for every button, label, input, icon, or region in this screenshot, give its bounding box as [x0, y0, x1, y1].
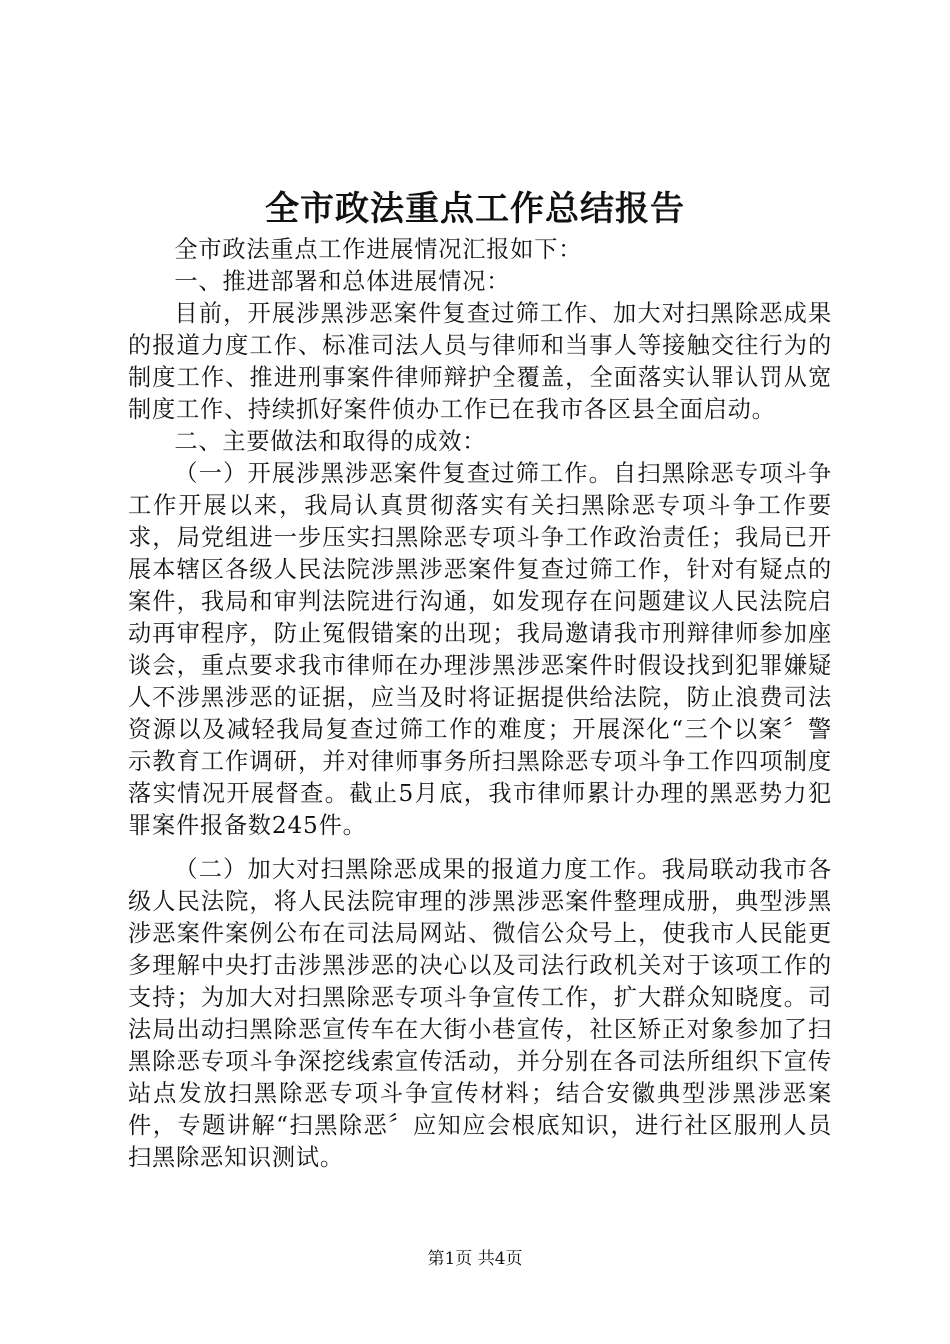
body-paragraph: （二）加大对扫黑除恶成果的报道力度工作。我局联动我市各级人民法院，将人民法院审理的涉黑涉恶案件整理成册，典型涉黑涉恶案件案例公布在司法局网站、微信公众号上，使我市人民能更多理解中央打击涉黑涉恶的决心以及司法行政机关对于该项工作的支持；为加大对扫黑除恶专项斗争宣传工作，扩大群众知晓度。司法局出动扫黑除恶宣传车在大街小巷宣传，社区矫正对象参加了扫黑除恶专项斗争深挖线索宣传活动，并分别在各司法所组织下宣传站点发放扫黑除恶专项斗争宣传材料；结合安徽典型涉黑涉恶案件，专题讲解“扫黑除恶〞应知应会根底知识，进行社区服刑人员扫黑除恶知识测试。 — [128, 856, 832, 1171]
intro-paragraph: 全市政法重点工作进展情况汇报如下： — [174, 236, 583, 263]
document-title: 全市政法重点工作总结报告 — [265, 189, 685, 229]
body-paragraph: 目前，开展涉黑涉恶案件复查过筛工作、加大对扫黑除恶成果的报道力度工作、标准司法人员与律师和当事人等接触交往行为的制度工作、推进刑事案件律师辩护全覆盖，全面落实认罪认罚从宽制度工作、持续抓好案件侦办工作已在我市各区县全面启动。 — [128, 300, 832, 423]
section-heading-2: 二、主要做法和取得的成效： — [174, 428, 487, 455]
body-paragraph: （一）开展涉黑涉恶案件复查过筛工作。自扫黑除恶专项斗争工作开展以来，我局认真贯彻落实有关扫黑除恶专项斗争工作要求，局党组进一步压实扫黑除恶专项斗争工作政治责任；我局已开展本辖区各级人民法院涉黑涉恶案件复查过筛工作，针对有疑点的案件，我局和审判法院进行沟通，如发现存在问题建议人民法院启动再审程序，防止冤假错案的出现；我局邀请我市刑辩律师参加座谈会，重点要求我市律师在办理涉黑涉恶案件时假设找到犯罪嫌疑人不涉黑涉恶的证据，应当及时将证据提供给法院，防止浪费司法资源以及减轻我局复查过筛工作的难度；开展深化“三个以案〞警示教育工作调研，并对律师事务所扫黑除恶专项斗争工作四项制度落实情况开展督查。截止5月底，我市律师累计办理的黑恶势力犯罪案件报备数245件。 — [128, 460, 832, 839]
page-number: 第1页 共4页 — [427, 1249, 523, 1269]
section-heading-1: 一、推进部署和总体进展情况： — [174, 268, 511, 295]
document-body — [128, 234, 832, 1174]
